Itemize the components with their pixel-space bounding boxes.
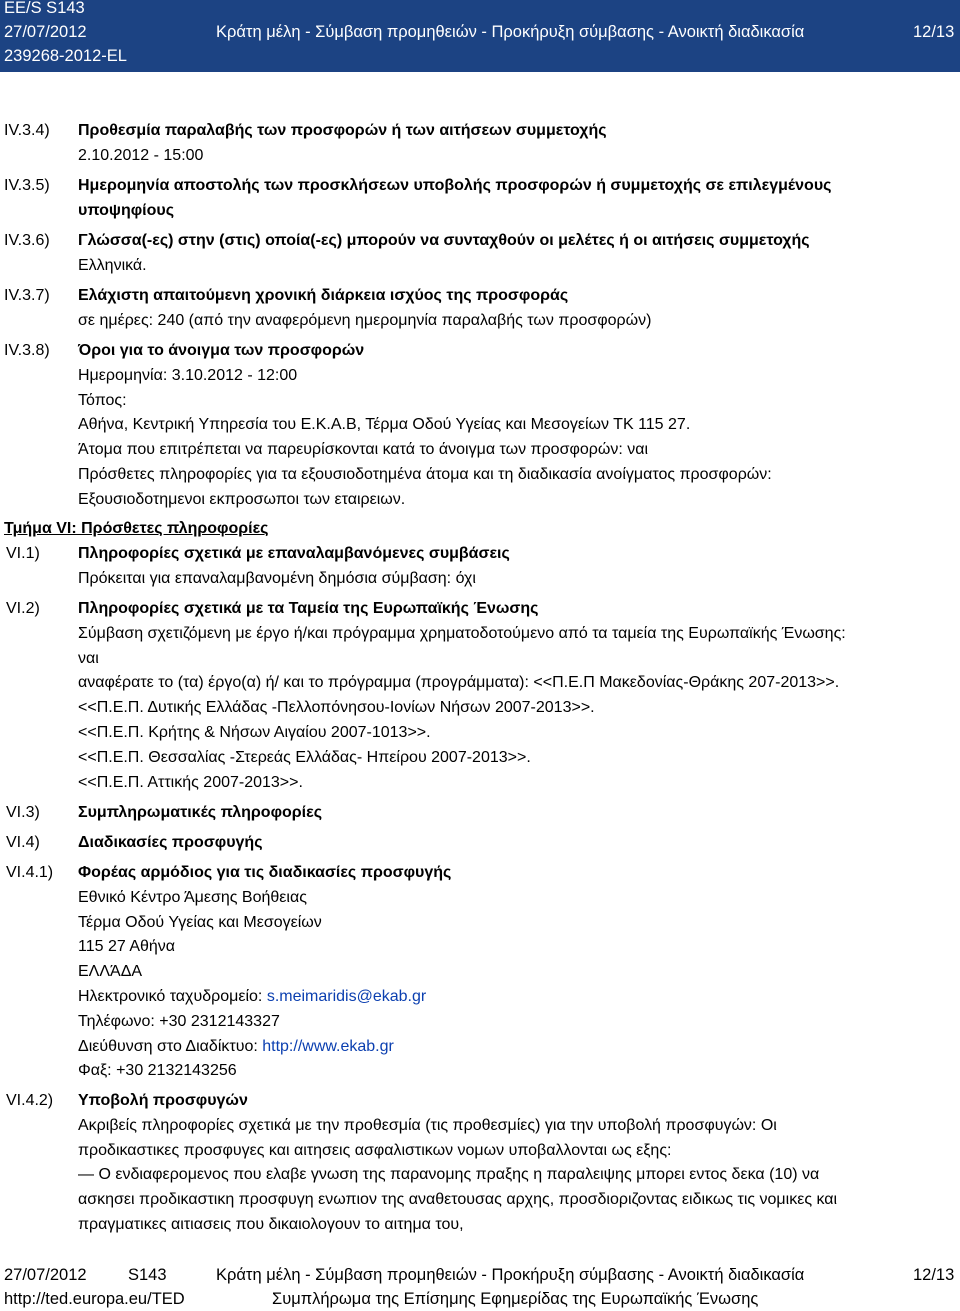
section-number: VI.4.1) <box>6 864 54 881</box>
section-number: IV.3.7) <box>4 287 50 304</box>
section-text: Αθήνα, Κεντρική Υπηρεσία του Ε.Κ.Α.Β, Τέρμα Οδού Υγείας και Μεσογείων ΤΚ 115 27. <box>78 416 691 434</box>
section-text: Πρόσθετες πληροφορίες για τα εξουσιοδοτημένα άτομα και τη διαδικασία ανοίγματος προσφορών: <box>78 465 772 483</box>
footer-code: S143 <box>128 1266 167 1284</box>
section-title: Συμπληρωματικές πληροφορίες <box>78 804 323 821</box>
section-title: Ελάχιστη απαιτούμενη χρονική διάρκεια ισχύος της προσφοράς <box>78 287 569 304</box>
section-title: Φορέας αρμόδιος για τις διαδικασίες προσφυγής <box>78 864 452 881</box>
section-vi2 <box>78 597 954 795</box>
section-vi4 <box>78 831 954 856</box>
section-text: προδικαστικες προσφυγες και αιτησεις ασφαλιστικων νομων υποβαλλονται ως εξης: <box>78 1141 672 1159</box>
section-text: ναι <box>78 649 99 667</box>
email-link[interactable]: s.meimaridis@ekab.gr <box>266 987 427 1005</box>
fax-line: Φαξ: +30 2132143256 <box>78 1062 237 1080</box>
section-text: 2.10.2012 - 15:00 <box>78 146 204 164</box>
section-text: σε ημέρες: 240 (από την αναφερόμενη ημερομηνία παραλαβής των προσφορών) <box>78 311 652 329</box>
email-label: Ηλεκτρονικό ταχυδρομείο: <box>78 987 267 1005</box>
footer-title: Κράτη μέλη - Σύμβαση προμηθειών - Προκήρυξη σύμβασης - Ανοικτή διαδικασία <box>216 1266 805 1284</box>
section-text: Τέρμα Οδού Υγείας και Μεσογείων <box>78 913 322 931</box>
section-text: Ακριβείς πληροφορίες σχετικά με την προθεσμία (τις προθεσμίες) για την υποβολή προσφυγών: Οι <box>78 1116 777 1134</box>
section-vi41 <box>78 861 954 1084</box>
section-text: 115 27 Αθήνα <box>78 938 176 956</box>
section-text: πραγματικες αιτιασεις που δικαιολογουν το αιτημα του, <box>78 1215 464 1233</box>
section-iv34 <box>78 119 954 169</box>
footer-supplement: Συμπλήρωμα της Επίσημης Εφημερίδας της Ευρωπαϊκής Ένωσης <box>272 1290 759 1308</box>
section-text: Σύμβαση σχετιζόμενη με έργο ή/και πρόγραμμα χρηματοδοτούμενο από τα ταμεία της Ευρωπαϊκής Ένωσης: <box>78 624 846 642</box>
section-text: αναφέρατε το (τα) έργο(α) ή/ και το πρόγραμμα (προγράμματα): <<Π.Ε.Π Μακεδονίας-Θράκης 207-2013>>. <box>78 674 840 692</box>
section-text: ΕΛΛΆΔΑ <box>78 963 143 981</box>
header-ref: 239268-2012-EL <box>4 47 127 65</box>
section-text: Πρόκειται για επαναλαμβανομένη δημόσια σύμβαση: όχι <box>78 569 476 587</box>
web-line <box>78 1035 954 1060</box>
section-iv37 <box>78 284 954 334</box>
section-title: Πληροφορίες σχετικά με επαναλαμβανόμενες συμβάσεις <box>78 545 510 562</box>
section-title: Προθεσμία παραλαβής των προσφορών ή των αιτήσεων συμμετοχής <box>78 122 607 139</box>
section-text: Εξουσιοδοτημενοι εκπροσωποι των εταιρειων. <box>78 490 406 508</box>
phone-line: Τηλέφωνο: +30 2312143327 <box>78 1012 280 1030</box>
section-title: Όροι για το άνοιγμα των προσφορών <box>78 342 365 359</box>
section-text: Τόπος: <box>78 391 127 409</box>
section-text: — Ο ενδιαφερομενος που ελαβε γνωση της παρανομης πραξης η παραλειψης μπορει εντος δεκα (10) να <box>78 1166 820 1184</box>
section-number: VI.1) <box>6 545 40 562</box>
section-text: <<Π.Ε.Π. Αττικής 2007-2013>>. <box>78 773 303 791</box>
page-footer <box>0 1262 960 1311</box>
header-date: 27/07/2012 <box>4 23 87 41</box>
section-vi42 <box>78 1089 954 1238</box>
section-number: IV.3.4) <box>4 122 50 139</box>
email-line <box>78 985 954 1010</box>
section-number: IV.3.5) <box>4 177 50 194</box>
section-vi3 <box>78 801 954 826</box>
page-header <box>0 0 960 72</box>
section-title-cont: υποψηφίους <box>78 201 175 219</box>
section-title: Υποβολή προσφυγών <box>78 1092 248 1109</box>
section-number: VI.2) <box>6 600 40 617</box>
section-text: Ελληνικά. <box>78 256 147 274</box>
header-page: 12/13 <box>913 23 955 41</box>
footer-page: 12/13 <box>913 1266 955 1284</box>
section-vi1 <box>78 542 954 592</box>
section-text: Εθνικό Κέντρο Άμεσης Βοήθειας <box>78 888 307 906</box>
section-number: VI.3) <box>6 804 40 821</box>
section-text: <<Π.Ε.Π. Δυτικής Ελλάδας -Πελλοπόνησου-Ιονίων Νήσων 2007-2013>>. <box>78 699 595 717</box>
section-number: VI.4) <box>6 834 40 851</box>
section-text: <<Π.Ε.Π. Κρήτης & Νήσων Αιγαίου 2007-1013>>. <box>78 723 431 741</box>
section-title: Πληροφορίες σχετικά με τα Ταμεία της Ευρωπαϊκής Ένωσης <box>78 600 539 617</box>
section-number: IV.3.6) <box>4 232 50 249</box>
section-iv35 <box>78 174 954 224</box>
footer-url[interactable]: http://ted.europa.eu/TED <box>4 1290 185 1308</box>
section-title: Γλώσσα(-ες) στην (στις) οποία(-ες) μπορούν να συνταχθούν οι μελέτες ή οι αιτήσεις συμμετοχής <box>78 232 810 249</box>
section-title: Διαδικασίες προσφυγής <box>78 834 263 851</box>
web-link[interactable]: http://www.ekab.gr <box>262 1037 394 1055</box>
part-title: Τμήμα VI: Πρόσθετες πληροφορίες <box>4 520 269 537</box>
section-iv36 <box>78 229 954 279</box>
footer-date: 27/07/2012 <box>4 1266 87 1284</box>
web-label: Διεύθυνση στο Διαδίκτυο: <box>78 1037 263 1055</box>
section-text: Άτομα που επιτρέπεται να παρευρίσκονται κατά το άνοιγμα των προσφορών: ναι <box>78 441 649 459</box>
header-title: Κράτη μέλη - Σύμβαση προμηθειών - Προκήρυξη σύμβασης - Ανοικτή διαδικασία <box>216 23 805 41</box>
section-number: VI.4.2) <box>6 1092 54 1109</box>
section-iv38 <box>78 339 954 513</box>
section-text: Ημερομηνία: 3.10.2012 - 12:00 <box>78 366 298 384</box>
header-code: EE/S S143 <box>4 0 85 17</box>
section-number: IV.3.8) <box>4 342 50 359</box>
section-title: Ημερομηνία αποστολής των προσκλήσεων υποβολής προσφορών ή συμμετοχής σε επιλεγμένους <box>78 177 832 194</box>
section-text: <<Π.Ε.Π. Θεσσαλίας -Στερεάς Ελλάδας- Ηπείρου 2007-2013>>. <box>78 748 531 766</box>
section-text: ασκησει προδικαστικη προσφυγη ενωπιον της αναθετουσας αρχης, προσδιοριζοντας ειδικως τις νομικες και <box>78 1191 838 1209</box>
